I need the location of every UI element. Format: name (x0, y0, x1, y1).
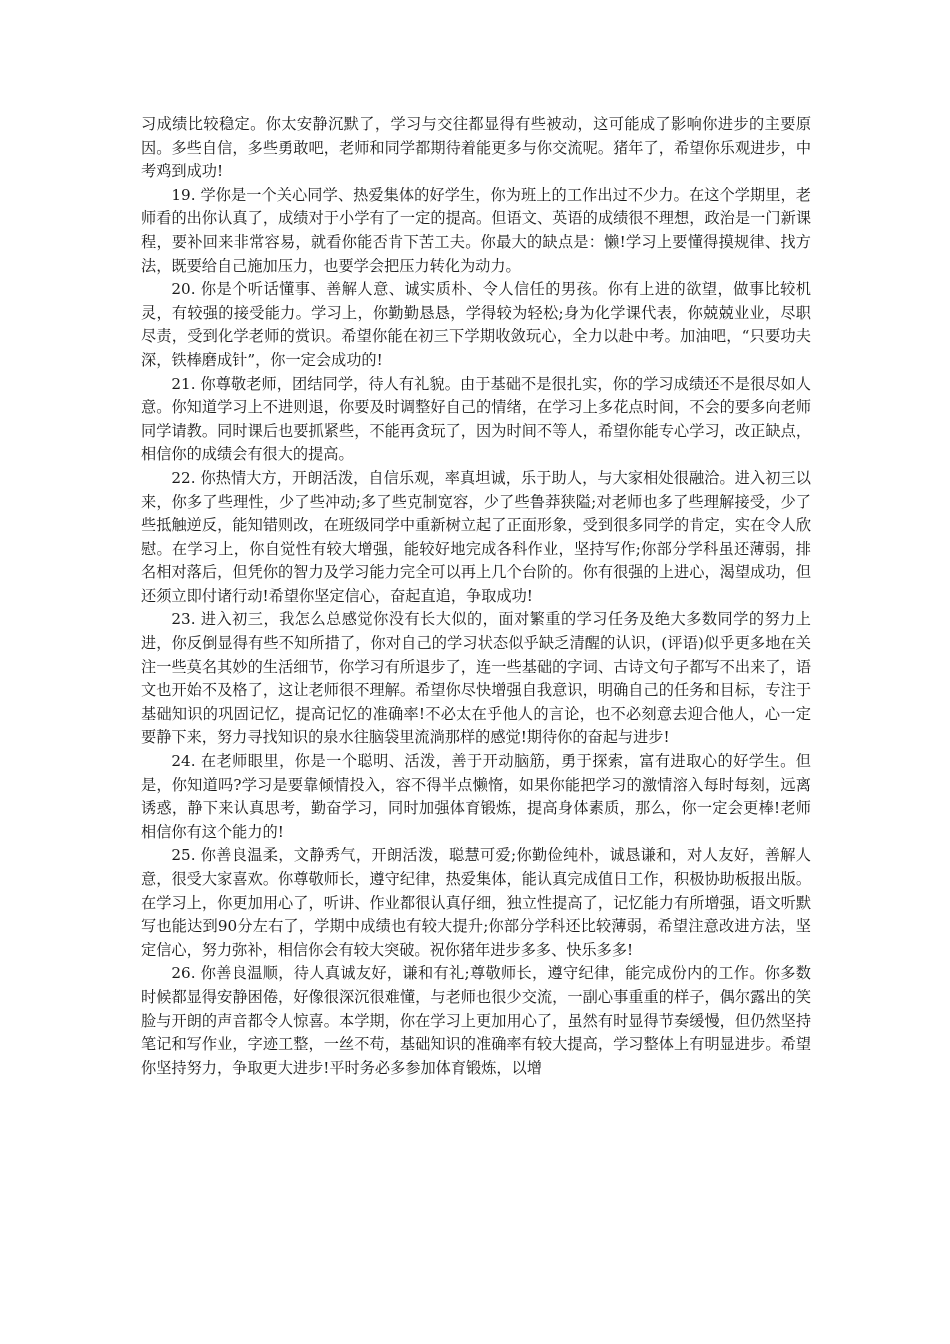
paragraph-22: 22. 你热情大方，开朗活泼，自信乐观，率真坦诚，乐于助人，与大家相处很融洽。进入初三以来，你多了些理性，少了些冲动;多了些克制宽容，少了些鲁莽狭隘;对老师也多了些理解接受，少了些抵触逆反，能知错则改，在班级同学中重新树立起了正面形象，受到很多同学的肯定，实在令人欣慰。在学习上，你自觉性有较大增强，能较好地完成各科作业，坚持写作;你部分学科虽还薄弱，排名相对落后，但凭你的智力及学习能力完全可以再上几个台阶的。你有很强的上进心，渴望成功，但还须立即付诸行动!希望你坚定信心，奋起直追，争取成功! (141, 468, 811, 605)
paragraph-19: 19. 学你是一个关心同学、热爱集体的好学生，你为班上的工作出过不少力。在这个学期里，老师看的出你认真了，成绩对于小学有了一定的提高。但语文、英语的成绩很不理想，政治是一门新课程，要补回来非常容易，就看你能否肯下苦工夫。你最大的缺点是：懒!学习上要懂得摸规律、找方法，既要给自己施加压力，也要学会把压力转化为动力。 (141, 185, 811, 275)
paragraph-continuation: 习成绩比较稳定。你太安静沉默了，学习与交往都显得有些被动，这可能成了影响你进步的主要原因。多些自信，多些勇敢吧，老师和同学都期待着能更多与你交流呢。猪年了，希望你乐观进步，中考鸡到成功! (141, 115, 811, 181)
paragraph-20: 20. 你是个听话懂事、善解人意、诚实质朴、令人信任的男孩。你有上进的欲望，做事比较机灵，有较强的接受能力。学习上，你勤勤恳恳，学得较为轻松;身为化学课代表，你兢兢业业，尽职尽责，受到化学老师的赏识。希望你能在初三下学期收敛玩心，全力以赴中考。加油吧，“只要功夫深，铁棒磨成针”，你一定会成功的! (141, 280, 811, 369)
paragraph-24: 24. 在老师眼里，你是一个聪明、活泼，善于开动脑筋，勇于探索，富有进取心的好学生。但是，你知道吗?学习是要靠倾情投入，容不得半点懒惰，如果你能把学习的激情溶入每时每刻，远离诱惑，静下来认真思考，勤奋学习，同时加强体育锻炼，提高身体素质，那么，你一定会更棒!老师相信你有这个能力的! (141, 752, 811, 841)
paragraph-25: 25. 你善良温柔，文静秀气，开朗活泼，聪慧可爱;你勤俭纯朴，诚恳谦和，对人友好，善解人意，很受大家喜欢。你尊敬师长，遵守纪律，热爱集体，能认真完成值日工作，积极协助板报出版。在学习上，你更加用心了，听讲、作业都很认真仔细，独立性提高了，记忆能力有所增强，语文听默写也能达到90分左右了，学期中成绩也有较大提升;你部分学科还比较薄弱，希望注意改进方法，坚定信心，努力弥补，相信你会有较大突破。祝你猪年进步多多、快乐多多! (141, 846, 811, 959)
paragraph-23: 23. 进入初三，我怎么总感觉你没有长大似的，面对繁重的学习任务及绝大多数同学的努力上进，你反倒显得有些不知所措了，你对自己的学习状态似乎缺乏清醒的认识，(评语)似乎更多地在关注一些莫名其妙的生活细节，你学习有所退步了，连一些基础的字词、古诗文句子都写不出来了，语文也开始不及格了，这让老师很不理解。希望你尽快增强自我意识，明确自己的任务和目标，专注于基础知识的巩固记忆，提高记忆的准确率!不必太在乎他人的言论，也不必刻意去迎合他人，心一定要静下来，努力寻找知识的泉水往脑袋里流淌那样的感觉!期待你的奋起与进步! (141, 610, 811, 747)
paragraph-26: 26. 你善良温顺，待人真诚友好，谦和有礼;尊敬师长，遵守纪律，能完成份内的工作。你多数时候都显得安静困倦，好像很深沉很难懂，与老师也很少交流，一副心事重重的样子，偶尔露出的笑脸与开朗的声音都令人惊喜。本学期，你在学习上更加用心了，虽然有时显得节奏缓慢，但仍然坚持笔记和写作业，字迹工整，一丝不苟，基础知识的准确率有较大提高，学习整体上有明显进步。希望你坚持努力，争取更大进步!平时务必多参加体育锻炼，以增 (141, 964, 811, 1077)
paragraph-21: 21. 你尊敬老师，团结同学，待人有礼貌。由于基础不是很扎实，你的学习成绩还不是很尽如人意。你知道学习上不进则退，你要及时调整好自己的情绪，在学习上多花点时间，不会的要多向老师同学请教。同时课后也要抓紧些，不能再贪玩了，因为时间不等人，希望你能专心学习，改正缺点，相信你的成绩会有很大的提高。 (141, 374, 811, 464)
document-body (141, 113, 811, 1080)
